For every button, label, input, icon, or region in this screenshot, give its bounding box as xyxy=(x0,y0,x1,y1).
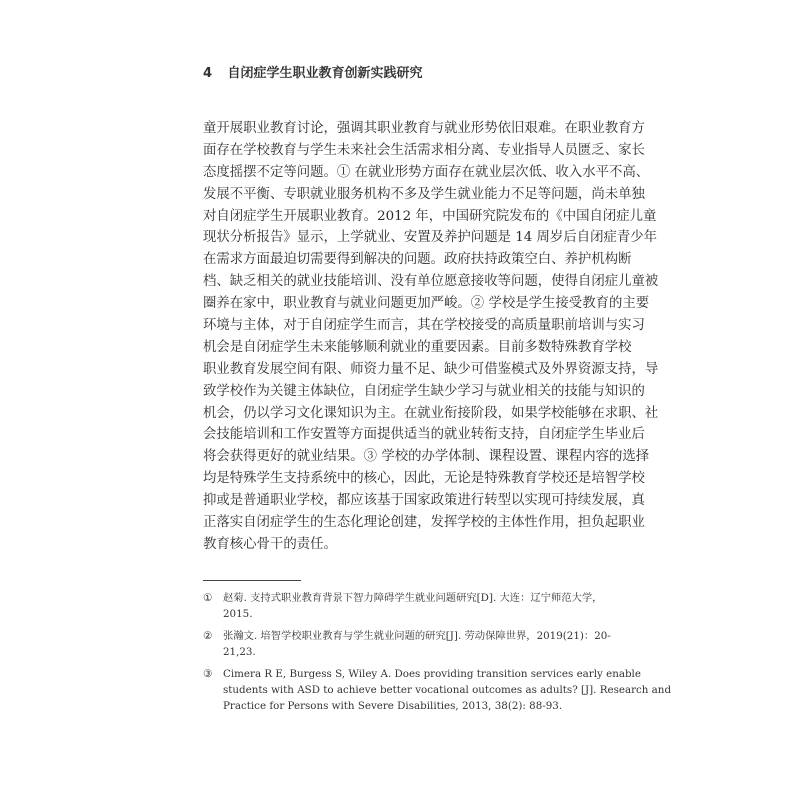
footnote-text-line: 张瀚文. 培智学校职业教育与学生就业问题的研究[J]. 劳动保障世界，2019(21)：20- xyxy=(223,630,611,642)
footnote-text-line: Cimera R E, Burgess S, Wiley A. Does providing transition services early enable xyxy=(223,668,641,680)
body-paragraph xyxy=(203,118,659,556)
body-line: 面存在学校教育与学生未来社会生活需求相分离、专业指导人员匮乏、家长 xyxy=(203,142,645,158)
body-line: 职业教育发展空间有限、师资力量不足、缺少可借鉴模式及外界资源支持，导 xyxy=(203,361,659,377)
footnote-text-line: 赵菊. 支持式职业教育背景下智力障碍学生就业问题研究[D]. 大连：辽宁师范大学， xyxy=(223,592,603,604)
body-line: 发展不平衡、专职就业服务机构不多及学生就业能力不足等问题，尚未单独 xyxy=(203,186,645,202)
body-line: 机会，仍以学习文化课知识为主。在就业衔接阶段，如果学校能够在求职、社 xyxy=(203,405,659,421)
body-line: 会技能培训和工作安置等方面提供适当的就业转衔支持，自闭症学生毕业后 xyxy=(203,427,645,443)
footnote xyxy=(203,590,603,622)
footnote xyxy=(203,666,672,714)
body-line: 致学校作为关键主体缺位，自闭症学生缺少学习与就业相关的技能与知识的 xyxy=(203,383,645,399)
body-line: 环境与主体，对于自闭症学生而言，其在学校接受的高质量职前培训与实习 xyxy=(203,318,645,334)
body-line: 在需求方面最迫切需要得到解决的问题。政府扶持政策空白、养护机构断 xyxy=(203,252,632,268)
footnotes xyxy=(203,590,672,720)
body-line: 童开展职业教育讨论，强调其职业教育与就业形势依旧艰难。在职业教育方 xyxy=(203,121,645,136)
body-line: 正落实自闭症学生的生态化理论创建，发挥学校的主体性作用，担负起职业 xyxy=(203,515,645,531)
footnote-marker: ③ xyxy=(203,668,213,680)
page-number: 4 xyxy=(203,66,213,81)
footnote-text-line: 2015. xyxy=(223,608,253,620)
footnote-marker: ② xyxy=(203,630,213,642)
body-line: 圈养在家中，职业教育与就业问题更加严峻。② 学校是学生接受教育的主要 xyxy=(203,296,650,312)
running-header xyxy=(203,62,423,81)
body-line: 均是特殊学生支持系统中的核心，因此，无论是特殊教育学校还是培智学校 xyxy=(203,471,645,487)
footnote-text-line: 21,23. xyxy=(223,646,256,658)
body-line: 档、缺乏相关的就业技能培训、没有单位愿意接收等问题，使得自闭症儿童被 xyxy=(203,274,659,290)
body-line: 态度摇摆不定等问题。① 在就业形势方面存在就业层次低、收入水平不高、 xyxy=(203,164,650,180)
footnote-marker: ① xyxy=(203,592,213,604)
body-line: 抑或是普通职业学校，都应该基于国家政策进行转型以实现可持续发展，真 xyxy=(203,493,645,509)
body-line: 机会是自闭症学生未来能够顺利就业的重要因素。目前多数特殊教育学校 xyxy=(203,339,632,355)
footnote-text-line: students with ASD to achieve better vocational outcomes as adults? [J]. Research and xyxy=(223,684,672,696)
body-line: 对自闭症学生开展职业教育。2012 年，中国研究院发布的《中国自闭症儿童 xyxy=(203,208,657,224)
body-line: 将会获得更好的就业结果。③ 学校的办学体制、课程设置、课程内容的选择 xyxy=(203,449,650,465)
footnote xyxy=(203,628,611,660)
footnote-text-line: Practice for Persons with Severe Disabilities, 2013, 38(2): 88-93. xyxy=(223,700,563,712)
footnote-divider xyxy=(203,580,301,581)
body-line: 教育核心骨干的责任。 xyxy=(203,536,337,552)
body-line: 现状分析报告》显示，上学就业、安置及养护问题是 14 周岁后自闭症青少年 xyxy=(203,230,658,246)
book-title: 自闭症学生职业教育创新实践研究 xyxy=(227,66,423,81)
